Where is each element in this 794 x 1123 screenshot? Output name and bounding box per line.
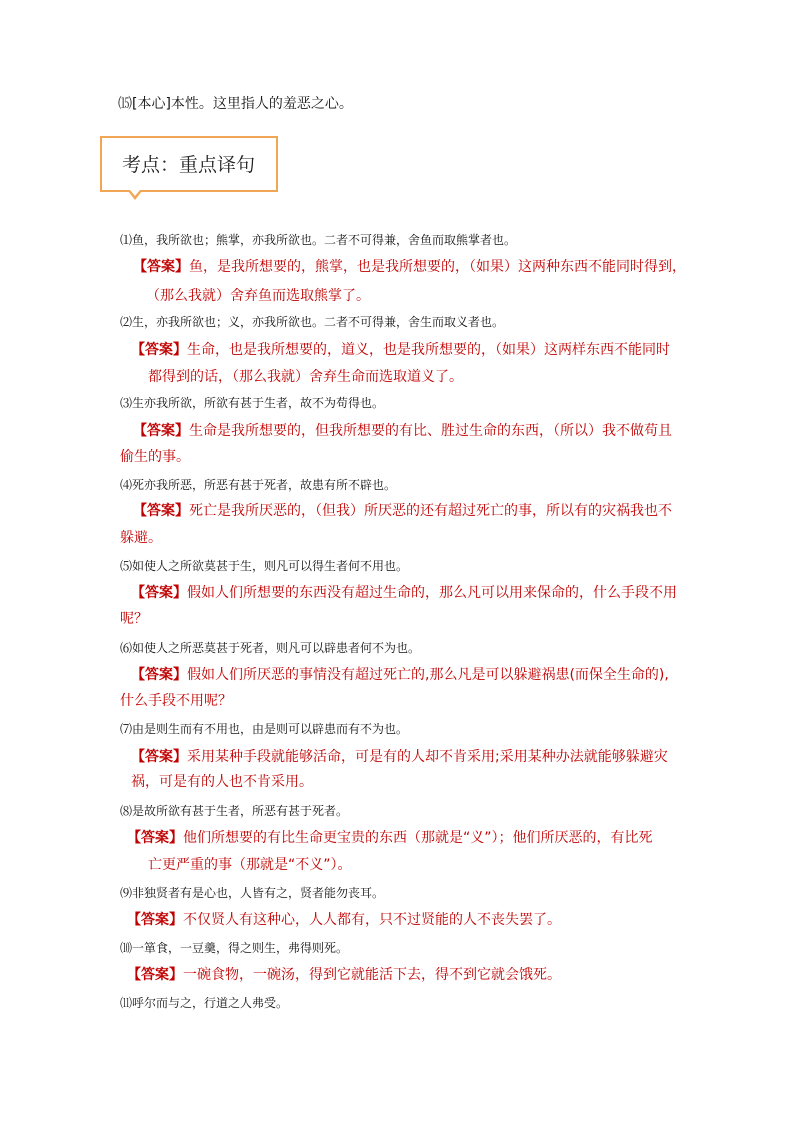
answer-label: 【答案】: [131, 585, 187, 601]
question-4: ⑷死亦我所恶，所恶有甚于死者，故患有所不辟也。: [120, 478, 397, 492]
question-6: ⑹如使人之所恶莫甚于死者，则凡可以辟患者何不为也。: [120, 641, 421, 655]
answer-6-line-2: 什么手段不用呢？: [120, 693, 232, 709]
answer-text: 一碗食物，一碗汤，得到它就能活下去，得不到它就会饿死。: [183, 967, 561, 983]
section-title: 考点：重点译句: [122, 154, 256, 176]
answer-1-line-2: （那么我就）舍弃鱼而选取熊掌了。: [146, 288, 370, 304]
answer-7-line-1: [131, 746, 668, 769]
answer-9-line-1: [127, 909, 561, 932]
answer-text: 他们所想要的有比生命更宝贵的东西（那就是“义”）；他们所厌恶的，有比死: [183, 830, 653, 846]
answer-text: 采用某种手段就能够活命，可是有的人却不肯采用;采用某种办法就能够躲避灾: [187, 749, 668, 765]
answer-8-line-1: [127, 827, 653, 850]
answer-4-line-2: 躲避。: [120, 530, 162, 546]
answer-label: 【答案】: [127, 967, 183, 983]
question-9: ⑼非独贤者有是心也，人皆有之，贤者能勿丧耳。: [120, 886, 385, 900]
answer-label: 【答案】: [131, 342, 187, 358]
answer-text: 生命，也是我所想要的，道义，也是我所想要的，（如果）这两样东西不能同时: [187, 342, 670, 358]
question-5: ⑸如使人之所欲莫甚于生，则凡可以得生者何不用也。: [120, 559, 409, 573]
answer-text: 生命是我所想要的，但我所想要的有比、胜过生命的东西，（所以）我不做苟且: [189, 423, 672, 439]
answer-label: 【答案】: [131, 749, 187, 765]
answer-6-line-1: [131, 664, 669, 687]
question-3: ⑶生亦我所欲，所欲有甚于生者，故不为苟得也。: [120, 396, 385, 410]
answer-label: 【答案】: [133, 503, 189, 519]
answer-10-line-1: [127, 964, 561, 987]
answer-label: 【答案】: [133, 259, 189, 275]
question-8: ⑻是故所欲有甚于生者，所恶有甚于死者。: [120, 804, 349, 818]
answer-text: 死亡是我所厌恶的，（但我）所厌恶的还有超过死亡的事，所以有的灾祸我也不: [189, 503, 672, 519]
question-2: ⑵生，亦我所欲也；义，亦我所欲也。二者不可得兼，舍生而取义者也。: [120, 315, 505, 329]
answer-5-line-2: 呢？: [120, 611, 148, 627]
footnote-number: ⒂: [118, 96, 132, 112]
answer-3-line-1: [133, 420, 672, 443]
answer-4-line-1: [133, 500, 672, 523]
answer-label: 【答案】: [127, 830, 183, 846]
footnote-15: [118, 94, 353, 114]
question-7: ⑺由是则生而有不用也，由是则可以辟患而有不为也。: [120, 722, 409, 736]
answer-2-line-1: [131, 339, 670, 362]
answer-7-line-2: 祸，可是有的人也不肯采用。: [131, 774, 313, 790]
answer-label: 【答案】: [127, 912, 183, 928]
answer-8-line-2: 亡更严重的事（那就是“不义”）。: [148, 857, 352, 873]
callout-tail-inner: [130, 190, 140, 196]
answer-text: 假如人们所想要的东西没有超过生命的，那么凡可以用来保命的，什么手段不用: [187, 585, 677, 601]
answer-text: 不仅贤人有这种心，人人都有，只不过贤能的人不丧失罢了。: [183, 912, 561, 928]
answer-5-line-1: [131, 582, 677, 605]
answer-label: 【答案】: [133, 423, 189, 439]
answer-2-line-2: 都得到的话，（那么我就）舍弃生命而选取道义了。: [148, 369, 463, 385]
answer-text: 鱼，是我所想要的，熊掌，也是我所想要的，（如果）这两种东西不能同时得到，: [189, 259, 686, 275]
footnote-text: [本心]本性。这里指人的羞恶之心。: [132, 96, 353, 112]
answer-label: 【答案】: [131, 667, 187, 683]
answer-3-line-2: 偷生的事。: [120, 449, 190, 465]
question-10: ⑽一箪食，一豆羹，得之则生，弗得则死。: [120, 941, 349, 955]
answer-text: 假如人们所厌恶的事情没有超过死亡的,那么凡是可以躲避祸患(而保全生命的),: [187, 667, 669, 683]
question-1: ⑴鱼，我所欲也；熊掌，亦我所欲也。二者不可得兼，舍鱼而取熊掌者也。: [120, 233, 517, 247]
answer-1-line-1: [133, 256, 686, 279]
section-title-box: [100, 136, 278, 192]
question-11: ⑾呼尔而与之，行道之人弗受。: [120, 996, 289, 1010]
